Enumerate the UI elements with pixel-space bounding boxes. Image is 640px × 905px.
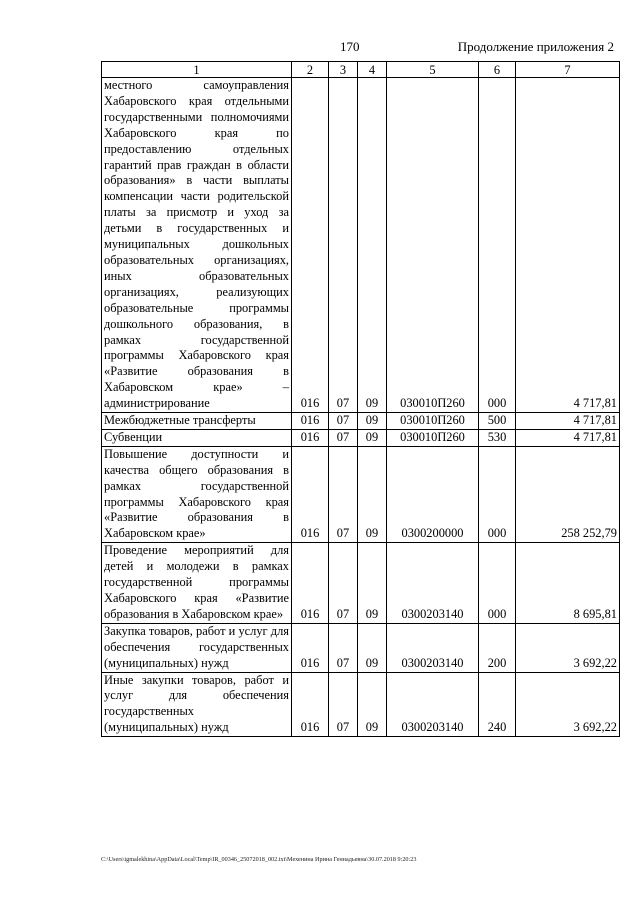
table-row — [102, 78, 620, 413]
row-target-article: 0300203140 — [387, 543, 479, 624]
table-header-row — [102, 62, 620, 78]
row-target-article: 030010П260 — [387, 413, 479, 430]
document-file-path: C:\Users\igmalekhina\AppData\Local\Temp\IR_00346_25072018_002.txt\Мехенина Ирина Геннадьевна\30.07.2018 9:20:23 — [101, 856, 417, 863]
row-expense-type: 000 — [479, 543, 516, 624]
column-header-4: 4 — [358, 62, 387, 78]
row-target-article: 030010П260 — [387, 429, 479, 446]
row-subsection: 09 — [358, 623, 387, 672]
row-subsection: 09 — [358, 78, 387, 413]
row-name: Межбюджетные трансферты — [102, 413, 292, 430]
row-grbs: 016 — [292, 672, 329, 737]
row-subsection: 09 — [358, 413, 387, 430]
row-sum: 4 717,81 — [516, 429, 620, 446]
table-row — [102, 446, 620, 542]
row-name: местного самоуправления Хабаровского края отдельными государственными полномочиями Хабаровского края по предоставлению отдельных гарантий прав граждан в области образования» в части выплаты компенсации части родительской платы за присмотр и уход за детьми в государственных и муниципальных дошкольных образовательных организациях, иных образовательных организациях, реализующих образовательные программы дошкольного образования, в рамках государственной программы Хабаровского края «Развитие образования в Хабаровском крае» – администрирование — [102, 78, 292, 413]
row-grbs: 016 — [292, 429, 329, 446]
row-grbs: 016 — [292, 543, 329, 624]
row-subsection: 09 — [358, 446, 387, 542]
table-row — [102, 623, 620, 672]
row-expense-type: 200 — [479, 623, 516, 672]
row-name: Субвенции — [102, 429, 292, 446]
row-target-article: 030010П260 — [387, 78, 479, 413]
column-header-1: 1 — [102, 62, 292, 78]
row-sum: 3 692,22 — [516, 623, 620, 672]
row-expense-type: 240 — [479, 672, 516, 737]
row-section: 07 — [329, 413, 358, 430]
row-target-article: 0300203140 — [387, 672, 479, 737]
column-header-5: 5 — [387, 62, 479, 78]
row-name: Проведение мероприятий для детей и молодежи в рамках государственной программы Хабаровского края «Развитие образования в Хабаровском крае» — [102, 543, 292, 624]
row-name: Повышение доступности и качества общего образования в рамках государственной программы Хабаровского края «Развитие образования в Хабаровском крае» — [102, 446, 292, 542]
column-header-7: 7 — [516, 62, 620, 78]
budget-table — [101, 61, 620, 737]
row-grbs: 016 — [292, 78, 329, 413]
column-header-3: 3 — [329, 62, 358, 78]
row-grbs: 016 — [292, 413, 329, 430]
appendix-continuation-label: Продолжение приложения 2 — [457, 39, 614, 54]
column-header-6: 6 — [479, 62, 516, 78]
row-target-article: 0300203140 — [387, 623, 479, 672]
row-expense-type: 500 — [479, 413, 516, 430]
table-row — [102, 413, 620, 430]
column-header-2: 2 — [292, 62, 329, 78]
row-section: 07 — [329, 672, 358, 737]
row-grbs: 016 — [292, 623, 329, 672]
page-number: 170 — [340, 39, 360, 54]
row-grbs: 016 — [292, 446, 329, 542]
row-subsection: 09 — [358, 543, 387, 624]
row-subsection: 09 — [358, 429, 387, 446]
row-expense-type: 530 — [479, 429, 516, 446]
row-section: 07 — [329, 543, 358, 624]
row-section: 07 — [329, 78, 358, 413]
row-sum: 258 252,79 — [516, 446, 620, 542]
row-sum: 8 695,81 — [516, 543, 620, 624]
row-name: Иные закупки товаров, работ и услуг для обеспечения государственных (муниципальных) нужд — [102, 672, 292, 737]
table-row — [102, 429, 620, 446]
row-target-article: 0300200000 — [387, 446, 479, 542]
row-section: 07 — [329, 623, 358, 672]
row-name: Закупка товаров, работ и услуг для обеспечения государственных (муниципальных) нужд — [102, 623, 292, 672]
row-sum: 4 717,81 — [516, 78, 620, 413]
row-sum: 4 717,81 — [516, 413, 620, 430]
row-expense-type: 000 — [479, 78, 516, 413]
row-sum: 3 692,22 — [516, 672, 620, 737]
row-subsection: 09 — [358, 672, 387, 737]
table-row — [102, 672, 620, 737]
table-row — [102, 543, 620, 624]
row-section: 07 — [329, 446, 358, 542]
row-expense-type: 000 — [479, 446, 516, 542]
row-section: 07 — [329, 429, 358, 446]
